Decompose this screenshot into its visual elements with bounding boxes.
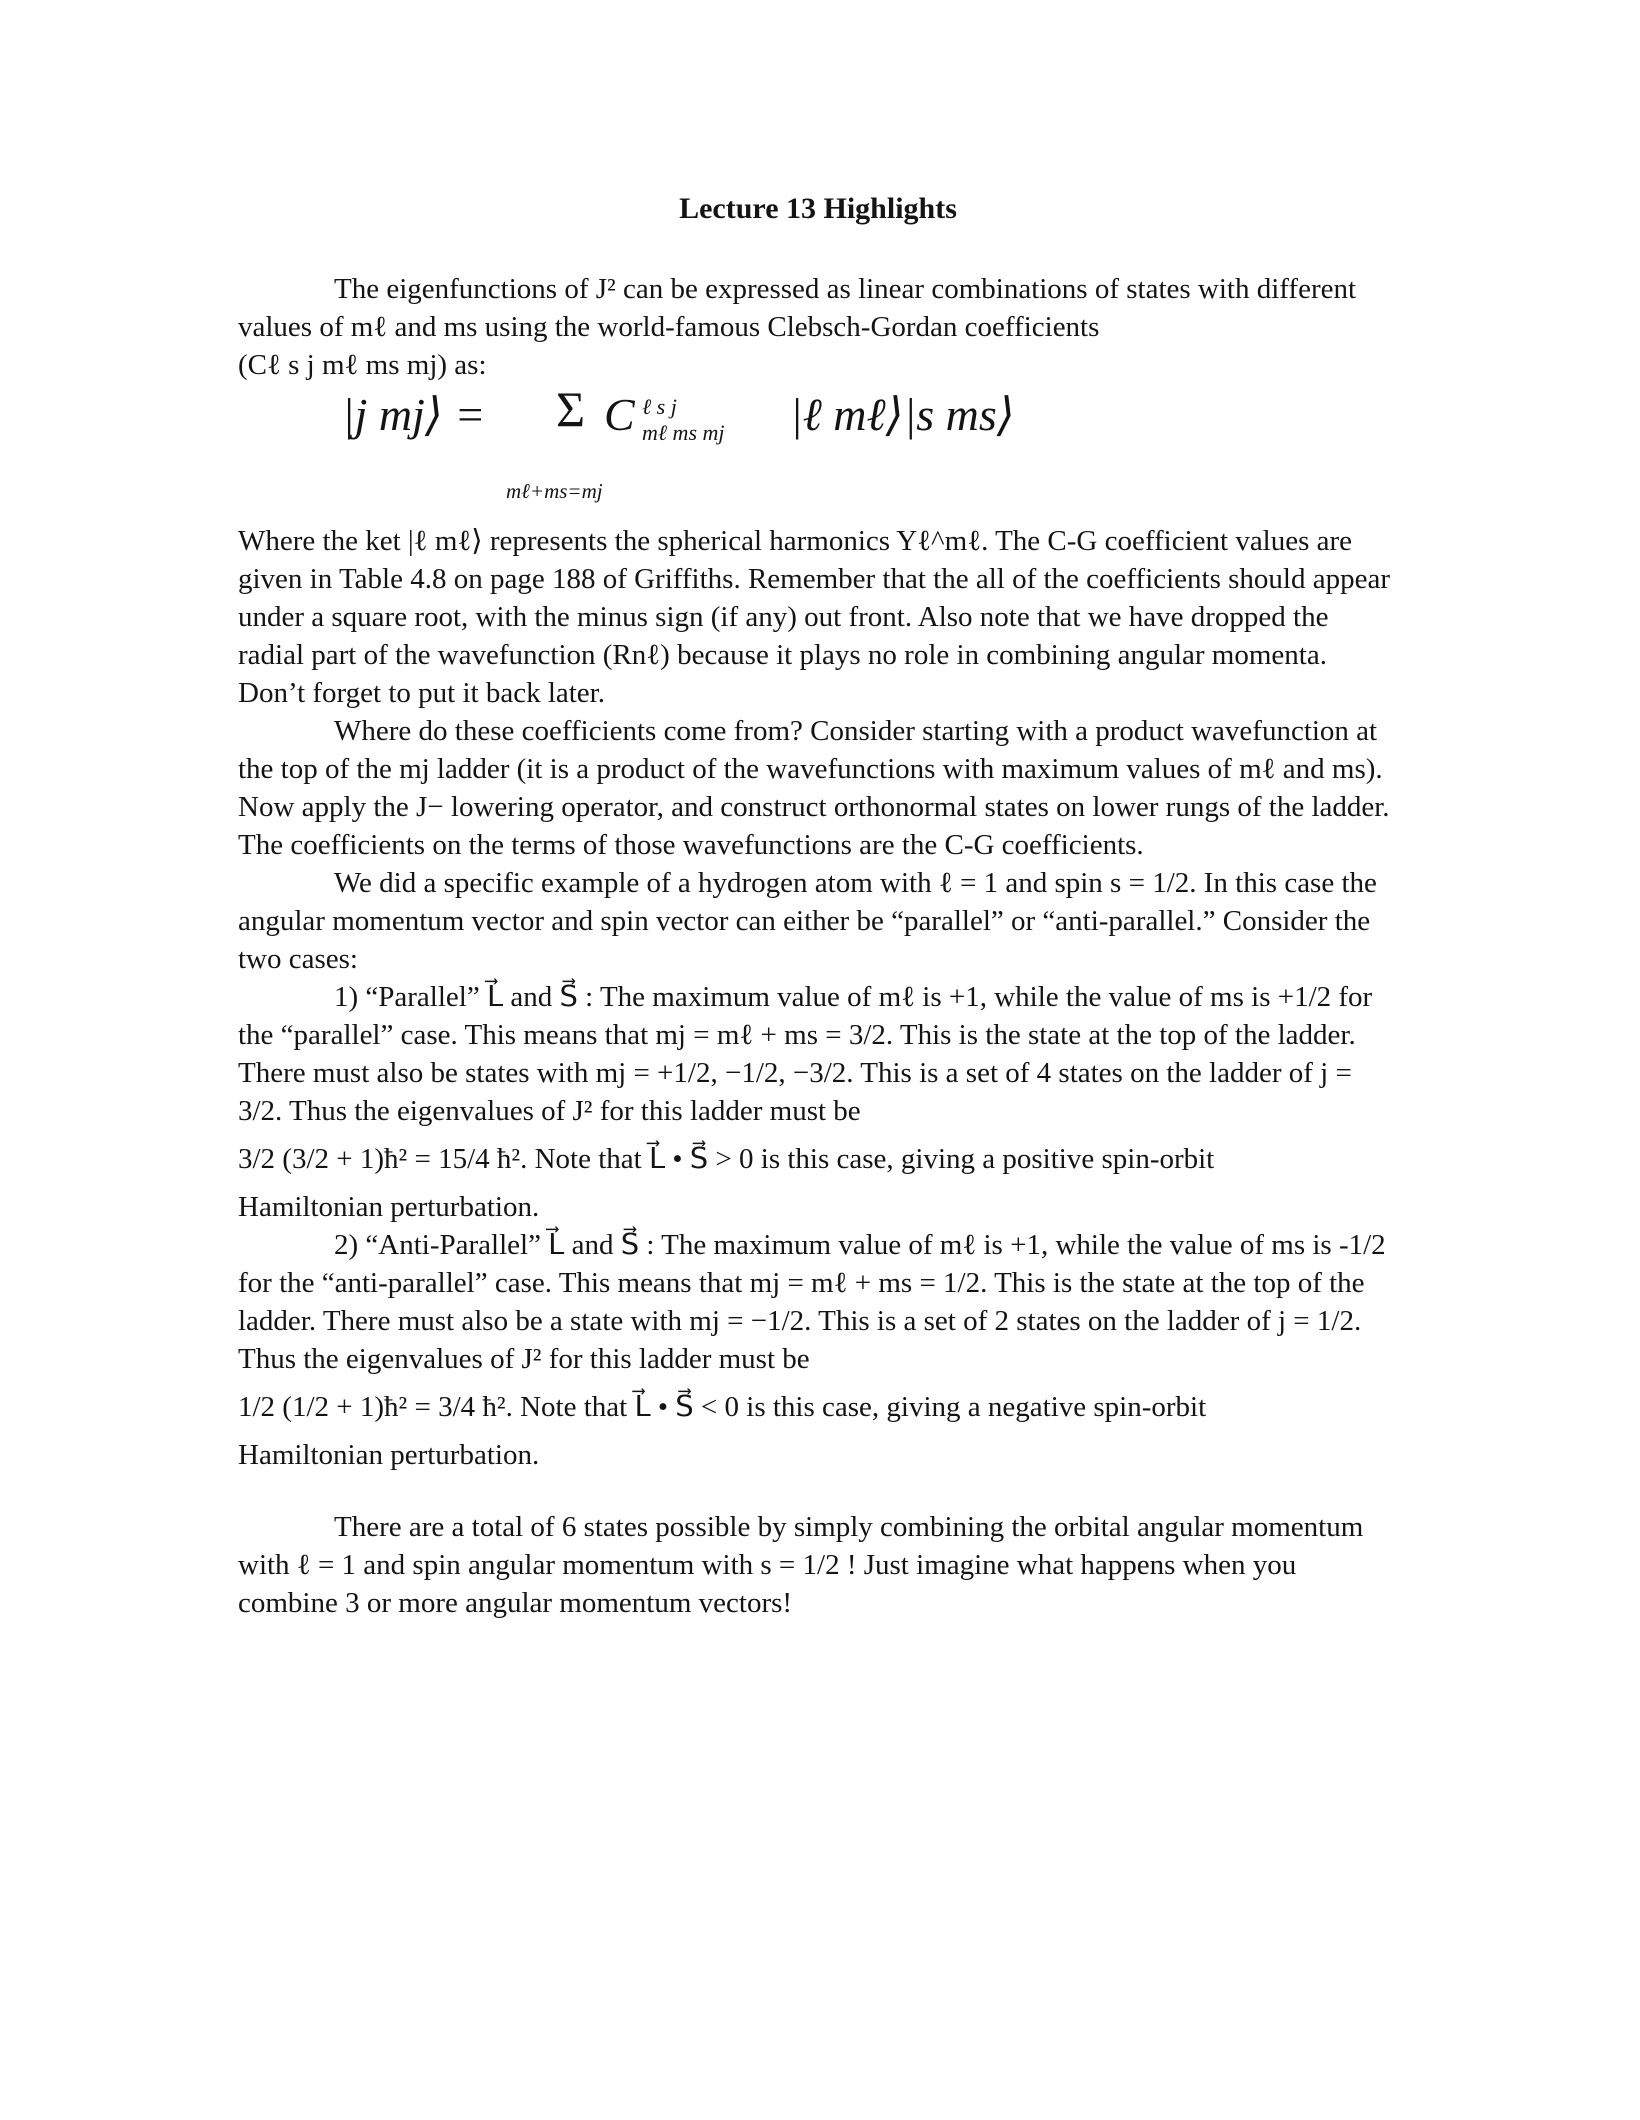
equation-rhs: |ℓ mℓ⟩|s ms⟩	[790, 389, 1015, 440]
cg-lower-indices: mℓ ms mj	[642, 420, 725, 445]
document-page	[238, 190, 1398, 1622]
paragraph-conclusion: There are a total of 6 states possible by simply combining the orbital angular momentum with ℓ = 1 and spin angular momentum with s = 1/2 ! Just imagine what happens when you combine 3 or more angular momentum vectors!	[238, 1511, 1364, 1619]
case-parallel-formula: 3/2 (3/2 + 1)ħ² = 15/4 ħ². Note that L⃗ • S⃗ > 0 is this case, giving a positive spin-orbit	[238, 1143, 1215, 1175]
cg-coefficient: C	[604, 389, 635, 440]
paragraph-origin: Where do these coefficients come from? Consider starting with a product wavefunction at the top of the mj ladder (it is a product of the wavefunctions with maximum values of mℓ and ms). Now apply the J− lowering operator, and construct orthonormal states on lower rungs of the ladder. The coefficients on the terms of those wavefunctions are the C-G coefficients.	[238, 715, 1390, 861]
paragraph-intro: The eigenfunctions of J² can be expressed as linear combinations of states with different values of mℓ and ms using the world-famous Clebsch-Gordan coefficients	[238, 273, 1357, 343]
case-parallel-end: Hamiltonian perturbation.	[238, 1191, 540, 1223]
equation-lhs: |j mj⟩ =	[342, 389, 486, 440]
summation-range: mℓ+ms=mj	[506, 479, 603, 503]
summation-symbol: Σ	[556, 381, 586, 437]
case-antiparallel-end: Hamiltonian perturbation.	[238, 1439, 540, 1471]
cg-indices	[642, 394, 792, 446]
case-antiparallel-formula: 1/2 (1/2 + 1)ħ² = 3/4 ħ². Note that L⃗ • S⃗ < 0 is this case, giving a negative spin-orbit	[238, 1391, 1207, 1423]
case-antiparallel: 2) “Anti-Parallel” L⃗ and S⃗ : The maximum value of mℓ is +1, while the value of ms is -1/2 for the “anti-parallel” case. This means that mj = mℓ + ms = 1/2. This is the state at the top of the ladder. There must also be a state with mj = −1/2. This is a set of 2 states on the ladder of j = 1/2. Thus the eigenvalues of J² for this ladder must be	[238, 1229, 1386, 1375]
cg-upper-indices: ℓ s j	[642, 394, 677, 419]
paragraph-ket: Where the ket |ℓ mℓ⟩ represents the spherical harmonics Yℓ^mℓ. The C-G coefficient values are given in Table 4.8 on page 188 of Griffiths. Remember that the all of the coefficients should appear under a square root, with the minus sign (if any) out front. Also note that we have dropped the radial part of the wavefunction (Rnℓ) because it plays no role in combining angular momenta. Don’t forget to put it back later.	[238, 525, 1391, 709]
case-parallel: 1) “Parallel” L⃗ and S⃗ : The maximum value of mℓ is +1, while the value of ms is +1/2 for the “parallel” case. This means that mj = mℓ + ms = 3/2. This is the state at the top of the ladder. There must also be states with mj = +1/2, −1/2, −3/2. This is a set of 4 states on the ladder of j = 3/2. Thus the eigenvalues of J² for this ladder must be	[238, 981, 1373, 1127]
paragraph-example: We did a specific example of a hydrogen atom with ℓ = 1 and spin s = 1/2. In this case the angular momentum vector and spin vector can either be “parallel” or “anti-parallel.” Consider the two cases:	[238, 867, 1377, 975]
page-title: Lecture 13 Highlights	[679, 192, 957, 225]
clebsch-gordan-equation	[238, 381, 1398, 508]
paragraph-intro-tail: (Cℓ s j mℓ ms mj) as:	[238, 349, 487, 381]
